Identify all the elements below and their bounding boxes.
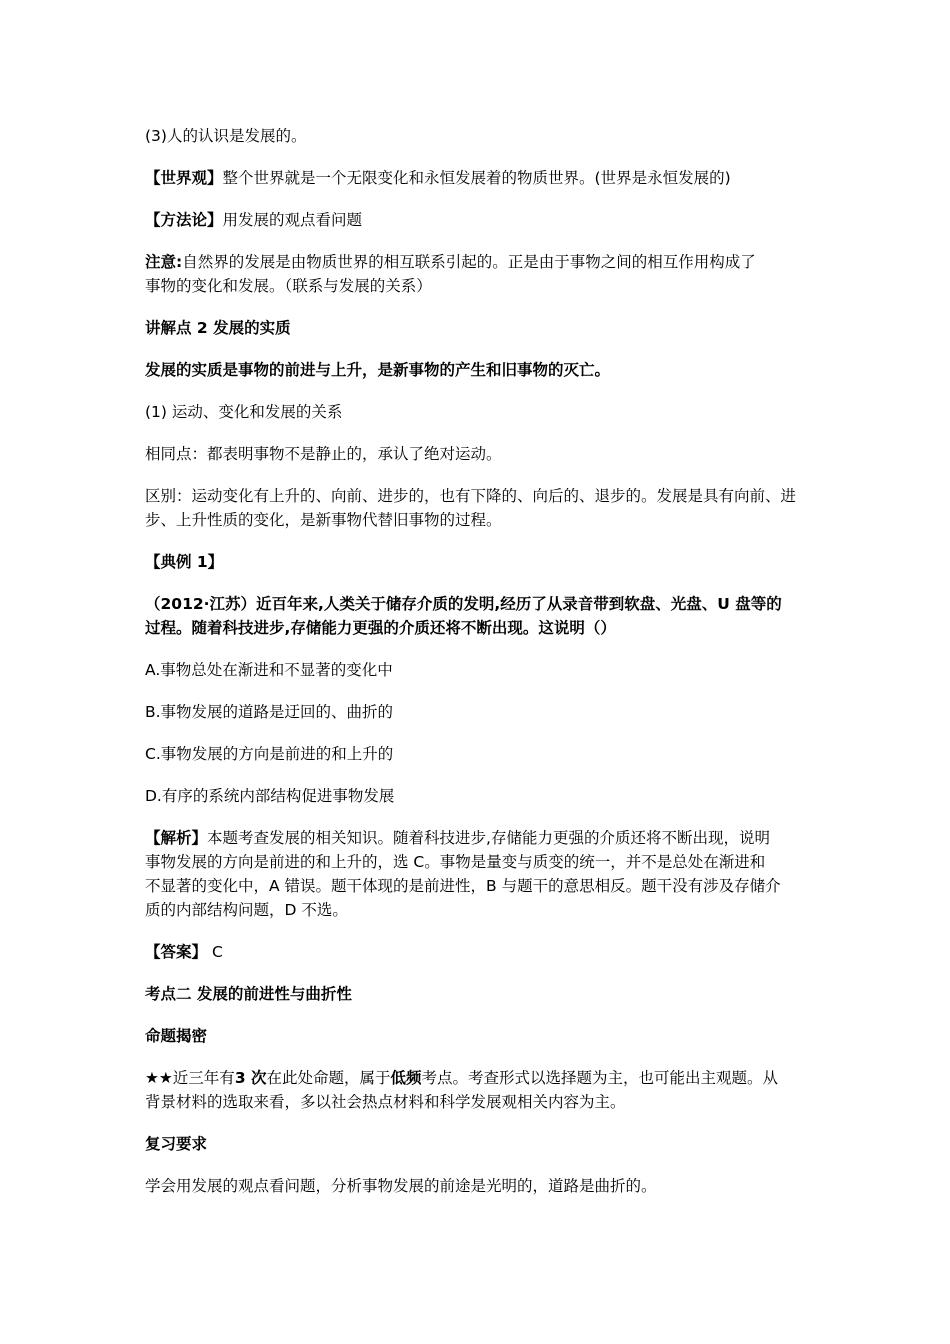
analysis-paragraph xyxy=(145,826,815,850)
mingti-count: 3 次 xyxy=(234,1069,267,1087)
note-label: 注意: xyxy=(145,253,183,271)
note-text-line2: 事物的变化和发展。（联系与发展的关系） xyxy=(145,277,432,295)
knowledge-point-3: (3)人的认识是发展的。 xyxy=(145,127,307,145)
worldview-paragraph xyxy=(145,166,815,190)
difference-text-line2: 步、上升性质的变化，是新事物代替旧事物的过程。 xyxy=(145,511,502,529)
methodology-text: 用发展的观点看问题 xyxy=(222,211,363,229)
analysis-line2: 事物发展的方向是前进的和上升的，选 C。事物是量变与质变的统一，并不是总处在渐进和 xyxy=(145,853,766,871)
methodology-label: 【方法论】 xyxy=(145,211,223,229)
analysis-line1: 本题考查发展的相关知识。随着科技进步,存储能力更强的介质还将不断出现，说明 xyxy=(207,829,770,847)
answer-paragraph xyxy=(145,940,815,964)
review-heading: 复习要求 xyxy=(145,1135,208,1153)
mingti-frequency: 低频 xyxy=(390,1069,422,1087)
mingti-heading: 命题揭密 xyxy=(145,1027,208,1045)
note-text-line1: 自然界的发展是由物质世界的相互联系引起的。正是由于事物之间的相互作用构成了 xyxy=(182,253,756,271)
difference-text-line1: 区别：运动变化有上升的、向前、进步的，也有下降的、向后的、退步的。发展是具有向前、进 xyxy=(145,487,797,505)
similarity-text: 相同点：都表明事物不是静止的，承认了绝对运动。 xyxy=(145,445,502,463)
mingti-line2: 背景材料的选取来看，多以社会热点材料和科学发展观相关内容为主。 xyxy=(145,1093,626,1111)
worldview-label: 【世界观】 xyxy=(145,169,223,187)
answer-value: C xyxy=(207,943,223,961)
option-c: C.事物发展的方向是前进的和上升的 xyxy=(145,745,394,763)
essence-statement: 发展的实质是事物的前进与上升，是新事物的产生和旧事物的灭亡。 xyxy=(145,361,611,379)
section-heading-point2: 讲解点 2 发展的实质 xyxy=(145,319,291,337)
section-heading-kaodian2: 考点二 发展的前进性与曲折性 xyxy=(145,985,352,1003)
analysis-line4: 质的内部结构问题，D 不选。 xyxy=(145,901,348,919)
question-line2: 过程。随着科技进步,存储能力更强的介质还将不断出现。这说明（） xyxy=(145,619,616,637)
mingti-text-3: 考点。考查形式以选择题为主，也可能出主观题。从 xyxy=(421,1069,779,1087)
relation-subheading: (1) 运动、变化和发展的关系 xyxy=(145,403,343,421)
worldview-text: 整个世界就是一个无限变化和永恒发展着的物质世界。(世界是永恒发展的) xyxy=(222,169,731,187)
star-rating-icon: ★★ xyxy=(145,1069,173,1087)
answer-label: 【答案】 xyxy=(145,943,208,961)
note-paragraph xyxy=(145,250,815,274)
option-d: D.有序的系统内部结构促进事物发展 xyxy=(145,787,395,805)
option-b: B.事物发展的道路是迂回的、曲折的 xyxy=(145,703,394,721)
review-text: 学会用发展的观点看问题，分析事物发展的前途是光明的，道路是曲折的。 xyxy=(145,1177,657,1195)
methodology-paragraph xyxy=(145,208,815,232)
mingti-text-1: 近三年有 xyxy=(172,1069,235,1087)
question-line1: （2012·江苏）近百年来,人类关于储存介质的发明,经历了从录音带到软盘、光盘、U 盘等的 xyxy=(145,595,782,613)
analysis-line3: 不显著的变化中，A 错误。题干体现的是前进性，B 与题干的意思相反。题干没有涉及存储介 xyxy=(145,877,781,895)
analysis-label: 【解析】 xyxy=(145,829,208,847)
mingti-paragraph xyxy=(145,1066,815,1090)
option-a: A.事物总处在渐进和不显著的变化中 xyxy=(145,661,393,679)
example-label: 【典例 1】 xyxy=(145,553,224,571)
mingti-text-2: 在此处命题，属于 xyxy=(266,1069,391,1087)
